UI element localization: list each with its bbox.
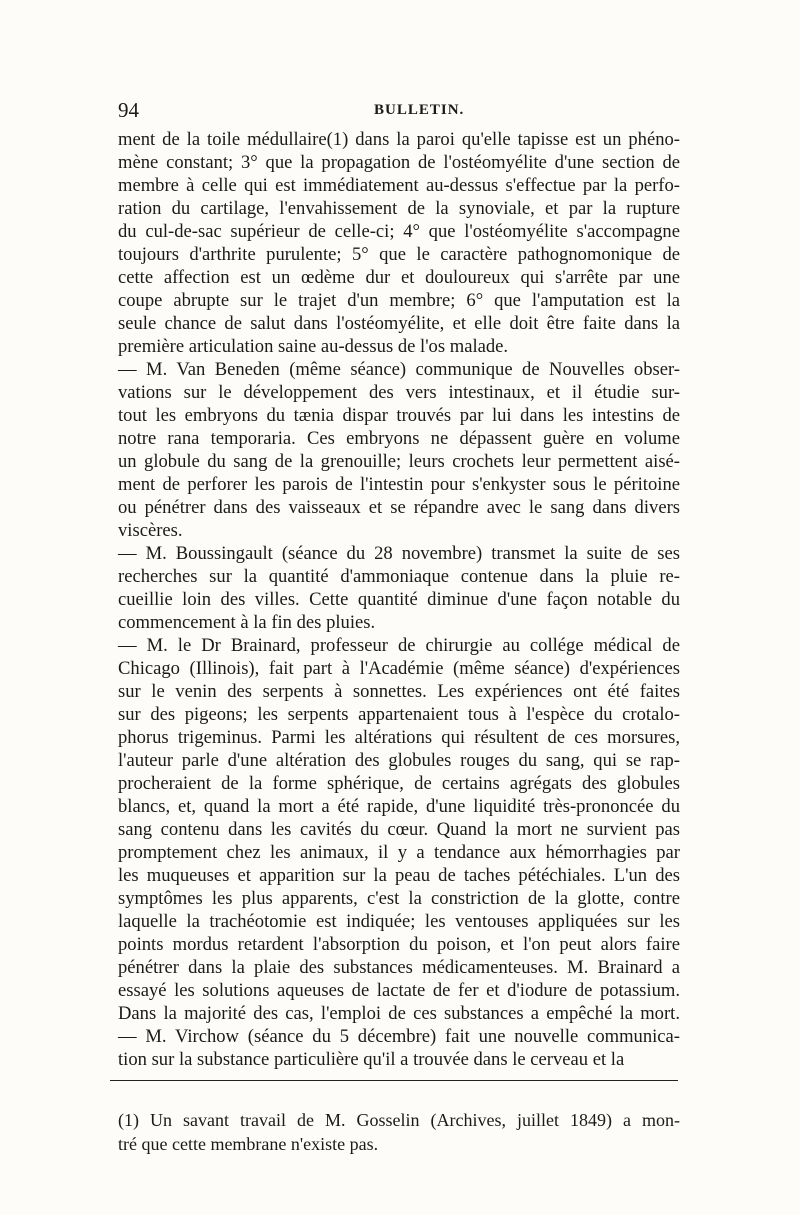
text-line: — M. Van Beneden (même séance) communique de Nouvelles obser-: [118, 359, 680, 380]
text-line: phorus trigeminus. Parmi les altérations qui résultent de ces morsures,: [118, 727, 680, 748]
text-line: sang contenu dans les cavités du cœur. Quand la mort ne survient pas: [118, 819, 680, 840]
text-line: — M. Boussingault (séance du 28 novembre) transmet la suite de ses: [118, 543, 680, 564]
text-line: viscères.: [118, 520, 183, 541]
page-number: 94: [118, 98, 139, 122]
text-line: les muqueuses et apparition sur la peau de taches pétéchiales. L'un des: [118, 865, 680, 886]
text-line: recherches sur la quantité d'ammoniaque contenue dans la pluie re-: [118, 566, 680, 587]
text-line: mène constant; 3° que la propagation de l'ostéomyélite d'une section de: [118, 152, 680, 173]
running-title: BULLETIN.: [374, 102, 465, 118]
text-line: cueillie loin des villes. Cette quantité diminue d'une façon notable du: [118, 589, 680, 610]
text-line: cette affection est un œdème dur et douloureux qui s'arrête par une: [118, 267, 680, 288]
text-line: — M. le Dr Brainard, professeur de chirurgie au collége médical de: [118, 635, 680, 656]
text-line: Chicago (Illinois), fait part à l'Académie (même séance) d'expériences: [118, 658, 680, 679]
text-line: première articulation saine au-dessus de l'os malade.: [118, 336, 509, 357]
text-line: toujours d'arthrite purulente; 5° que le caractère pathognomonique de: [118, 244, 680, 265]
footnote-line: tré que cette membrane n'existe pas.: [118, 1134, 379, 1154]
text-line: tion sur la substance particulière qu'il a trouvée dans le cerveau et la: [118, 1049, 625, 1070]
text-line: membre à celle qui est immédiatement au-dessus s'effectue par la perfo-: [118, 175, 680, 196]
text-line: promptement chez les animaux, il y a tendance aux hémorrhagies par: [118, 842, 680, 863]
text-line: laquelle la trachéotomie est indiquée; les ventouses appliquées sur les: [118, 911, 680, 932]
text-line: procheraient de la forme sphérique, de certains agrégats des globules: [118, 773, 680, 794]
text-line: blancs, et, quand la mort a été rapide, d'une liquidité très-prononcée du: [118, 796, 680, 817]
text-line: du cul-de-sac supérieur de celle-ci; 4° que l'ostéomyélite s'accompagne: [118, 221, 680, 242]
text-line: tout les embryons du tænia dispar trouvés par lui dans les intestins de: [118, 405, 680, 426]
footnotes: [118, 1108, 680, 1156]
text-line: ration du cartilage, l'envahissement de la synoviale, et par la rupture: [118, 198, 680, 219]
text-line: commencement à la fin des pluies.: [118, 612, 376, 633]
text-line: points mordus retardent l'absorption du poison, et l'on peut alors faire: [118, 934, 680, 955]
text-line: notre rana temporaria. Ces embryons ne dépassent guère en volume: [118, 428, 680, 449]
text-line: Dans la majorité des cas, l'emploi de ces substances a empêché la mort.: [118, 1003, 680, 1024]
text-line: essayé les solutions aqueuses de lactate de fer et d'iodure de potassium.: [118, 980, 680, 1001]
text-line: ou pénétrer dans des vaisseaux et se répandre avec le sang dans divers: [118, 497, 680, 518]
text-line: pénétrer dans la plaie des substances médicamenteuses. M. Brainard a: [118, 957, 680, 978]
body-text: [118, 128, 680, 1071]
text-line: sur des pigeons; les serpents appartenaient tous à l'espèce du crotalo-: [118, 704, 680, 725]
page-header: [118, 98, 678, 128]
text-line: — M. Virchow (séance du 5 décembre) fait une nouvelle communica-: [118, 1026, 680, 1047]
text-line: seule chance de salut dans l'ostéomyélite, et elle doit être faite dans la: [118, 313, 680, 334]
text-line: un globule du sang de la grenouille; leurs crochets leur permettent aisé-: [118, 451, 680, 472]
text-line: ment de perforer les parois de l'intestin pour s'enkyster sous le péritoine: [118, 474, 680, 495]
text-line: sur le venin des serpents à sonnettes. Les expériences ont été faites: [118, 681, 680, 702]
text-line: l'auteur parle d'une altération des globules rouges du sang, qui se rap-: [118, 750, 680, 771]
text-line: ment de la toile médullaire(1) dans la paroi qu'elle tapisse est un phéno-: [118, 129, 680, 150]
footnote-separator: [110, 1080, 678, 1081]
footnote-line: (1) Un savant travail de M. Gosselin (Archives, juillet 1849) a mon-: [118, 1110, 680, 1130]
text-line: coupe abrupte sur le trajet d'un membre; 6° que l'amputation est la: [118, 290, 680, 311]
text-line: symptômes les plus apparents, c'est la constriction de la glotte, contre: [118, 888, 680, 909]
text-line: vations sur le développement des vers intestinaux, et il étudie sur-: [118, 382, 680, 403]
